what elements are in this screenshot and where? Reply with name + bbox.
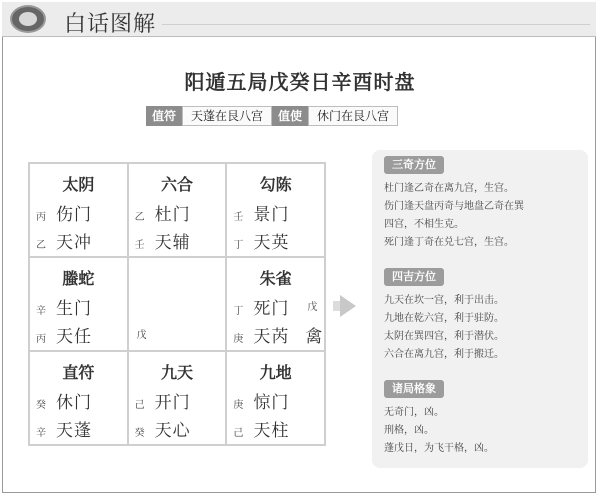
palace-cell — [226, 351, 325, 445]
door: 杜门 — [154, 205, 191, 225]
stem: 癸 — [36, 400, 46, 411]
stem: 癸 — [134, 428, 145, 439]
stem: 乙 — [36, 240, 46, 251]
star: 禽 — [305, 327, 323, 347]
siji-line: 九地在乾六宫，利于驻防。 — [384, 313, 504, 324]
palace-cell — [128, 163, 227, 257]
geju-line: 蓬戊日，为飞干格，凶。 — [384, 443, 494, 454]
palace-cell — [29, 257, 128, 351]
door: 死门 — [253, 299, 290, 319]
siji-line: 太阴在巽四宫，利于潜伏。 — [384, 331, 504, 342]
geju-line: 刑格，凶。 — [384, 425, 434, 436]
stem: 己 — [134, 400, 145, 411]
geju-line: 无奇门，凶。 — [384, 407, 444, 418]
star: 天蓬 — [56, 421, 92, 441]
star: 天芮 — [253, 327, 290, 347]
stem: 壬 — [233, 212, 244, 223]
sanqi-line: 死门逢丁奇在兑七宫，生宫。 — [384, 237, 514, 248]
logo-icon — [10, 5, 46, 33]
sanqi-line: 四宫，不相生克。 — [384, 219, 464, 230]
star: 天辅 — [154, 233, 191, 253]
siji-line: 九天在坎一宫，利于出击。 — [384, 295, 504, 306]
palace-deity: 朱雀 — [259, 269, 292, 288]
door: 景门 — [253, 205, 290, 225]
stem: 乙 — [134, 212, 145, 223]
stem: 庚 — [233, 334, 244, 345]
palace-deity: 直符 — [62, 363, 95, 382]
star: 天心 — [154, 421, 191, 441]
stem: 丙 — [36, 334, 46, 345]
stem: 丁 — [233, 240, 244, 251]
stem: 戊 — [307, 302, 318, 313]
stem: 己 — [233, 428, 244, 439]
palace-cell — [226, 163, 325, 257]
zhifu-value: 天蓬在艮八宫 — [182, 106, 272, 126]
palace-cell — [226, 257, 325, 351]
palace-deity: 九地 — [259, 363, 292, 382]
geju-heading: 诸局格象 — [384, 380, 444, 398]
door: 惊门 — [253, 393, 290, 413]
palace-deity: 太阴 — [62, 175, 95, 194]
sanqi-line: 杜门逢乙奇在离九宫，生宫。 — [384, 183, 514, 194]
arrow-right-icon — [340, 295, 356, 317]
zhishi-value: 休门在艮八宫 — [308, 106, 398, 126]
palace-deity: 六合 — [160, 175, 193, 194]
star: 天冲 — [56, 233, 92, 253]
palace-deity: 九天 — [160, 363, 193, 382]
siji-line: 六合在离九宫，利于搬迁。 — [384, 349, 504, 360]
star: 天英 — [253, 233, 290, 253]
palace-cell — [128, 351, 227, 445]
stem: 丁 — [233, 306, 244, 317]
palace-cell — [29, 163, 128, 257]
palace-deity: 勾陈 — [259, 175, 292, 194]
sanqi-heading: 三奇方位 — [384, 156, 444, 174]
stem: 庚 — [233, 400, 244, 411]
stem: 壬 — [134, 240, 145, 251]
geju-body — [384, 404, 584, 458]
page-title: 阳遁五局戊癸日辛酉时盘 — [184, 70, 416, 94]
zhifu-zhishi-bar — [146, 106, 398, 126]
stem: 戊 — [136, 330, 147, 341]
header-divider — [162, 24, 590, 25]
siji-heading: 四吉方位 — [384, 268, 444, 286]
door: 休门 — [56, 393, 92, 413]
door: 开门 — [154, 393, 191, 413]
header-title: 白话图解 — [64, 12, 157, 37]
sanqi-line: 伤门逢天盘丙奇与地盘乙奇在巽 — [384, 201, 524, 212]
star: 天任 — [56, 327, 92, 347]
header-bar — [2, 2, 596, 37]
door: 生门 — [56, 299, 92, 319]
zhishi-label: 值使 — [272, 106, 308, 126]
stem: 丙 — [36, 212, 46, 223]
palace-deity: 螣蛇 — [62, 269, 95, 288]
zhifu-label: 值符 — [146, 106, 182, 126]
stem: 辛 — [36, 306, 46, 317]
sanqi-body — [384, 180, 584, 252]
nine-palace-grid — [28, 162, 326, 446]
door: 伤门 — [56, 205, 92, 225]
palace-cell-center — [128, 257, 227, 351]
palace-cell — [29, 351, 128, 445]
star: 天柱 — [253, 421, 290, 441]
stem: 辛 — [36, 428, 46, 439]
siji-body — [384, 292, 584, 364]
